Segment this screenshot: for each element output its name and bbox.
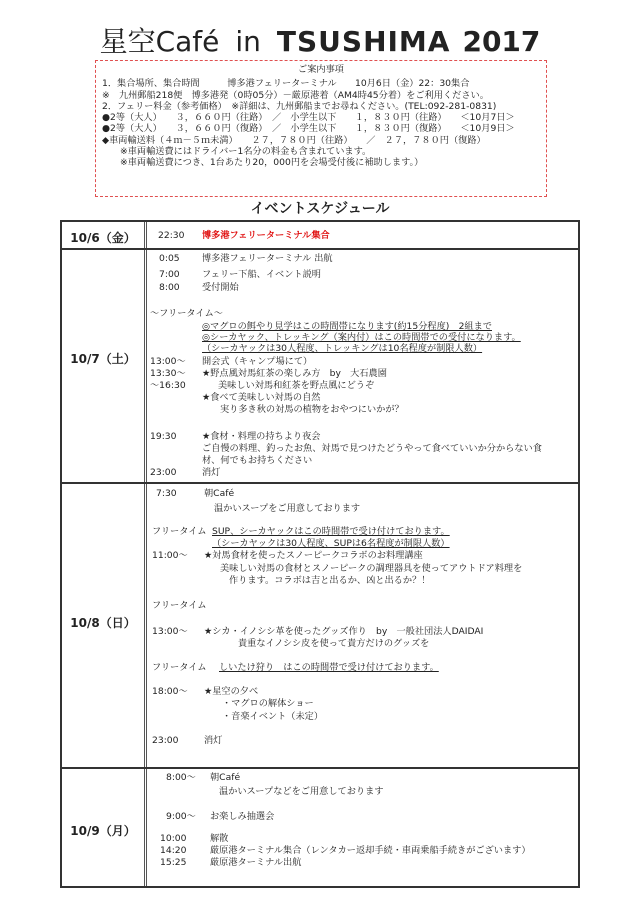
schedule-time: フリータイム [152,526,207,537]
notice-line-2: ※ 九州郵船218便 博多港発（0時05分）－厳原港着（AM4時45分着）をご利用ください。 [102,89,489,101]
notice-line-8: ※車両輸送費につき、1台あたり20，000円を会場受付後に補助します。） [120,157,424,169]
schedule-item: ・マグロの解体ショー [222,698,314,709]
day-divider [62,767,578,769]
schedule-item: 材、何でもお持ちください [202,455,313,466]
notice-line-7: ※車両輸送費にはドライバー1名分の料金も含まれています。 [120,146,372,158]
schedule-item: 実り多き秋の対馬の植物をおやつにいかが？ [220,404,404,415]
schedule-item: ★対馬食材を使ったスノーピークコラボのお料理講座 [204,550,423,561]
day-divider [62,248,578,250]
schedule-item: ★食べて美味しい対馬の自然 [202,392,321,403]
day-date: 10/8（日） [70,616,136,630]
schedule-time: フリータイム [152,600,207,611]
schedule-item: ◎マグロの餌やり見学はこの時間帯になります(約15分程度) 2組まで [202,321,492,332]
schedule-time: 23:00 [152,735,179,746]
title-part-2: in [235,25,261,58]
schedule-time: 19:30 [150,431,177,442]
schedule-table [60,220,580,888]
schedule-item: 受付開始 [202,282,239,293]
day-date: 10/7（土） [70,352,136,366]
schedule-item: （シーカヤックは30人程度、SUPは6名程度が制限人数） [212,538,450,549]
schedule-item: ★星空の夕べ [204,686,259,697]
notice-line-1: 1．集合場所、集合時間 博多港フェリーターミナル 10月6日（金）22：30集合 [102,78,470,90]
schedule-item: 解散 [210,833,229,844]
day-date: 10/9（月） [70,824,136,838]
notice-line-6: ◆車両輸送料（４ｍ－５ｍ未満） ２７，７８０円（往路） ／ ２７，７８０円（復路） [102,134,486,146]
notice-line-3: 2．フェリー料金（参考価格） ※詳細は、九州郵船までお尋ねください。(TEL:092-281-0831) [102,100,497,112]
schedule-item: 美味しい対馬和紅茶を野点風にどうぞ [218,380,375,391]
schedule-item: 厳原港ターミナル集合（レンタカー返却手続・車両乗船手続きがございます） [210,845,531,856]
schedule-time: 0:05 [159,253,180,264]
schedule-time: 7:30 [156,488,177,499]
notice-line-5: ●2等（大人） ３，６６０円（復路） ／ 小学生以下 １，８３０円（復路） ＜10月9日＞ [102,123,515,135]
schedule-item: 貴重なイノシシ皮を使って貴方だけのグッズを [238,638,430,649]
schedule-item: 温かいスープをご用意しております [214,503,361,514]
schedule-item: ・音楽イベント（未定） [222,711,324,722]
title-part-1: 星空Café [99,25,220,58]
schedule-item: 朝Café [210,772,241,783]
schedule-item: ご自慢の料理、釣ったお魚、対馬で見つけたどうやって食べていいか分からない食 [202,443,542,454]
schedule-item: 温かいスープなどをご用意しております [219,786,384,797]
schedule-time: フリータイム [152,662,207,673]
notice-header: ご案内事項 [298,64,344,75]
column-divider [144,222,147,886]
schedule-item: お楽しみ抽選会 [210,811,275,822]
schedule-item: しいたけ狩り はこの時間帯で受け付けております。 [219,662,439,673]
schedule-item: ★食材・料理の持ちより夜会 [202,431,321,442]
schedule-item: 消灯 [204,735,223,746]
schedule-time: 13:00～ [152,626,188,637]
schedule-item: ～フリータイム～ [150,308,223,319]
title-part-3: TSUSHIMA [276,25,451,58]
schedule-item: 博多港フェリーターミナル 出航 [202,253,333,264]
schedule-item: 厳原港ターミナル出航 [210,857,302,868]
schedule-time: ～16:30 [150,380,186,391]
schedule-item: ◎シーカヤック、トレッキング（案内付）はこの時間帯での受付になります。 [202,332,521,343]
schedule-item: フェリー下船、イベント説明 [202,269,321,280]
schedule-item: 作ります。コラボは吉と出るか、凶と出るか？！ [229,575,431,586]
notice-box [95,60,547,197]
page-title [0,20,640,64]
schedule-time: 23:00 [150,467,177,478]
schedule-time: 7:00 [159,269,180,280]
schedule-time: 15:25 [160,857,187,868]
schedule-time: 8:00 [159,282,180,293]
schedule-item: ★シカ・イノシシ革を使ったグッズ作り by 一般社団法人DAIDAI [204,626,484,637]
schedule-time: 8:00～ [166,772,196,783]
day-date: 10/6（金） [70,231,136,245]
schedule-item: 博多港フェリーターミナル集合 [202,230,330,241]
schedule-item: 消灯 [202,467,221,478]
schedule-title: イベントスケジュール [250,201,390,217]
schedule-item: 開会式（キャンプ場にて） [202,356,313,367]
title-part-4: 2017 [462,25,541,58]
schedule-time: 11:00～ [152,550,188,561]
day-divider [62,482,578,484]
schedule-time: 13:00～ [150,356,186,367]
schedule-item: （シーカヤックは30人程度、トレッキングは10名程度が制限人数） [202,343,483,354]
schedule-item: 朝Café [204,488,235,499]
schedule-time: 18:00～ [152,686,188,697]
schedule-item: ★野点風対馬紅茶の楽しみ方 by 大石農園 [202,368,387,379]
schedule-time: 22:30 [158,230,185,241]
schedule-time: 9:00～ [166,811,196,822]
schedule-item: SUP、シーカヤックはこの時間帯で受け付けております。 [212,526,450,537]
schedule-item: 美味しい対馬の食材とスノーピークの調理器具を使ってアウトドア料理を [220,563,523,574]
schedule-time: 13:30～ [150,368,186,379]
schedule-time: 10:00 [160,833,187,844]
notice-line-4: ●2等（大人） ３，６６０円（往路） ／ 小学生以下 １，８３０円（往路） ＜10月7日＞ [102,112,515,124]
schedule-time: 14:20 [160,845,187,856]
